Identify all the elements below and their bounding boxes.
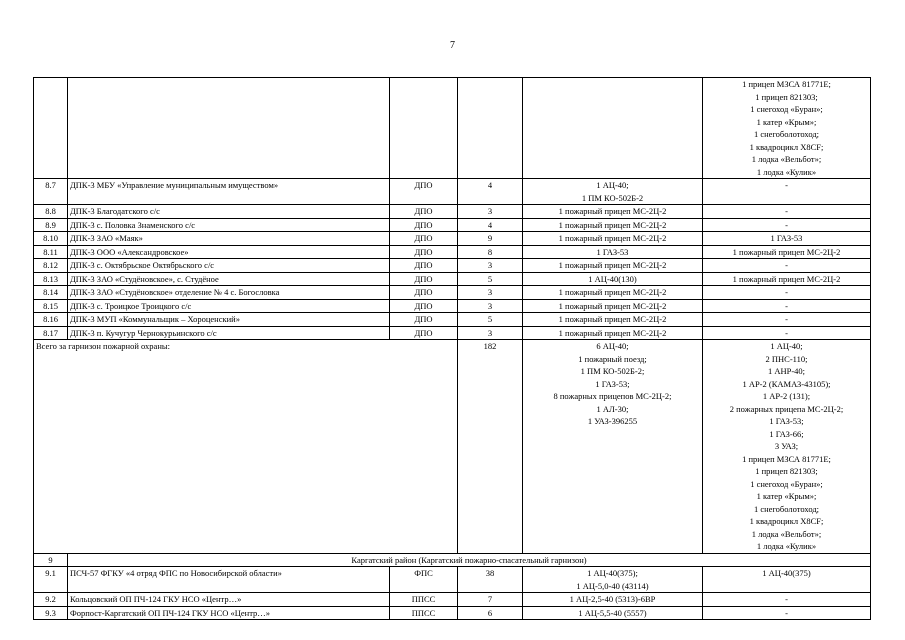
special-equipment xyxy=(703,299,871,313)
unit-type: ППСС xyxy=(390,606,458,620)
unit-name: ДПК-3 с. Троицкое Троицкого с/с xyxy=(68,299,390,313)
table-row xyxy=(34,259,871,273)
total-main-equipment-line: 1 пожарный поезд; xyxy=(578,353,647,364)
unit-type: ДПО xyxy=(390,286,458,300)
special-equipment-line: 1 лодка «Вельбот»; xyxy=(751,154,822,164)
unit-name: ДПК-3 п. Кучугур Чернокурьинского с/с xyxy=(68,326,390,340)
row-number: 9.3 xyxy=(34,606,68,620)
staff-count: 3 xyxy=(458,299,523,313)
main-equipment-line: 1 АЦ-5,0-40 (43114) xyxy=(576,580,649,591)
special-equipment-line: - xyxy=(785,594,788,604)
main-equipment xyxy=(523,606,703,620)
special-equipment xyxy=(703,78,871,179)
table-row xyxy=(34,299,871,313)
table-row xyxy=(34,179,871,205)
special-equipment xyxy=(703,245,871,259)
unit-type: ДПО xyxy=(390,259,458,273)
table-row xyxy=(34,245,871,259)
unit-name: Кольцовский ОП ПЧ-124 ГКУ НСО «Центр…» xyxy=(68,593,390,607)
table-row xyxy=(34,593,871,607)
main-equipment-line: 1 пожарный прицеп МС-2Ц-2 xyxy=(558,233,667,243)
total-special-equipment-line: 1 АЦ-40; xyxy=(770,341,803,351)
unit-type: ДПО xyxy=(390,245,458,259)
special-equipment-line: - xyxy=(785,287,788,297)
staff-count: 3 xyxy=(458,259,523,273)
unit-name: ДПК-3 ЗАО «Маяк» xyxy=(68,232,390,246)
total-label: Всего за гарнизон пожарной охраны: xyxy=(34,340,458,554)
total-special-equipment-line: 1 лодка «Кулик» xyxy=(756,541,817,551)
special-equipment xyxy=(703,593,871,607)
special-equipment-line: 1 лодка «Кулик» xyxy=(756,166,817,177)
staff-count: 8 xyxy=(458,245,523,259)
row-number: 9.1 xyxy=(34,567,68,593)
main-equipment xyxy=(523,259,703,273)
table-row xyxy=(34,286,871,300)
table-row xyxy=(34,232,871,246)
main-equipment xyxy=(523,313,703,327)
total-special-equipment-line: 1 прицеп МЗСА 81771Е; xyxy=(742,453,831,464)
table-row xyxy=(34,567,871,593)
special-equipment-line: - xyxy=(785,607,788,618)
special-equipment xyxy=(703,286,871,300)
main-equipment xyxy=(523,232,703,246)
row-number: 8.16 xyxy=(34,313,68,327)
unit-type: ДПО xyxy=(390,218,458,232)
staff-count: 4 xyxy=(458,179,523,205)
special-equipment xyxy=(703,567,871,593)
total-special-equipment-line: 1 АР-2 (КАМАЗ-43105); xyxy=(742,378,831,389)
main-equipment xyxy=(523,245,703,259)
total-special-equipment-line: 1 АР-2 (131); xyxy=(762,391,811,401)
staff-count: 4 xyxy=(458,218,523,232)
special-equipment-line: - xyxy=(785,180,788,190)
unit-type: ДПО xyxy=(390,179,458,205)
staff-count: 9 xyxy=(458,232,523,246)
row-number: 8.10 xyxy=(34,232,68,246)
table-row xyxy=(34,272,871,286)
special-equipment-line: 1 ГАЗ-53 xyxy=(770,233,803,243)
total-main-equipment-line: 1 ГАЗ-53; xyxy=(595,378,630,389)
staff-count: 38 xyxy=(458,567,523,593)
special-equipment-line: 1 пожарный прицеп МС-2Ц-2 xyxy=(732,273,841,284)
main-equipment xyxy=(523,272,703,286)
staff-count: 6 xyxy=(458,606,523,620)
total-special-equipment-line: 1 АНР-40; xyxy=(767,366,806,376)
unit-name xyxy=(68,78,390,179)
main-equipment xyxy=(523,299,703,313)
main-equipment xyxy=(523,326,703,340)
main-equipment-line: 1 АЦ-40(130) xyxy=(588,273,637,284)
unit-name: ПСЧ-57 ФГКУ «4 отряд ФПС по Новосибирской области» xyxy=(68,567,390,593)
staff-count: 3 xyxy=(458,326,523,340)
special-equipment-line: 1 пожарный прицеп МС-2Ц-2 xyxy=(732,246,841,257)
main-equipment-line: 1 пожарный прицеп МС-2Ц-2 xyxy=(558,327,667,338)
staff-count: 5 xyxy=(458,313,523,327)
unit-name: ДПК-3 ЗАО «Студёновское» отделение № 4 с. Богословка xyxy=(68,286,390,300)
staff-count: 3 xyxy=(458,286,523,300)
staff-count: 3 xyxy=(458,205,523,219)
main-equipment-line: 1 АЦ-40(375); xyxy=(587,568,638,578)
total-main-equipment-line: 6 АЦ-40; xyxy=(596,341,629,351)
special-equipment xyxy=(703,272,871,286)
page-number: 7 xyxy=(450,40,455,51)
main-equipment-line: 1 АЦ-40; xyxy=(596,180,629,190)
main-equipment-line: 1 пожарный прицеп МС-2Ц-2 xyxy=(558,287,667,297)
special-equipment xyxy=(703,218,871,232)
total-special-equipment-line: 1 снегоболотоход; xyxy=(753,503,820,514)
unit-type xyxy=(390,78,458,179)
row-number xyxy=(34,78,68,179)
section-number: 9 xyxy=(34,553,68,567)
total-special-equipment-line: 3 УАЗ; xyxy=(774,441,799,451)
special-equipment xyxy=(703,606,871,620)
main-equipment xyxy=(523,205,703,219)
special-equipment-line: 1 прицеп 821303; xyxy=(755,91,818,102)
main-equipment xyxy=(523,78,703,179)
total-special-equipment-line: 1 снегоход «Буран»; xyxy=(750,478,823,489)
total-count: 182 xyxy=(458,340,523,554)
row-number: 8.15 xyxy=(34,299,68,313)
special-equipment-line: 1 квадроцикл X8CF; xyxy=(749,141,824,152)
main-equipment-line: 1 пожарный прицеп МС-2Ц-2 xyxy=(558,300,667,311)
special-equipment xyxy=(703,313,871,327)
unit-name: ДПК-3 МБУ «Управление муниципальным имуществом» xyxy=(68,179,390,205)
main-equipment-line: 1 пожарный прицеп МС-2Ц-2 xyxy=(558,206,667,216)
special-equipment-line: - xyxy=(785,327,788,338)
table-row xyxy=(34,606,871,620)
special-equipment-line: 1 снегоболотоход; xyxy=(753,129,820,139)
special-equipment xyxy=(703,205,871,219)
special-equipment-line: - xyxy=(785,219,788,230)
unit-name: ДПК-3 с. Половка Знаменского с/с xyxy=(68,218,390,232)
unit-name: ДПК-3 с. Октябрьское Октябрьского с/с xyxy=(68,259,390,273)
staff-count: 7 xyxy=(458,593,523,607)
row-number: 8.7 xyxy=(34,179,68,205)
main-equipment xyxy=(523,286,703,300)
staff-count: 5 xyxy=(458,272,523,286)
main-equipment xyxy=(523,593,703,607)
unit-type: ДПО xyxy=(390,272,458,286)
equipment-table xyxy=(33,77,871,620)
row-number: 8.17 xyxy=(34,326,68,340)
total-row xyxy=(34,340,871,554)
special-equipment xyxy=(703,326,871,340)
main-equipment-line: 1 ПМ КО-502Б-2 xyxy=(581,192,644,203)
total-main-equipment-line: 8 пожарных прицепов МС-2Ц-2; xyxy=(553,391,672,401)
special-equipment-line: - xyxy=(785,206,788,216)
section-header-row xyxy=(34,553,871,567)
total-special-equipment-line: 1 катер «Крым»; xyxy=(756,491,817,501)
total-main-equipment-line: 1 ПМ КО-502Б-2; xyxy=(580,366,645,376)
unit-type: ППСС xyxy=(390,593,458,607)
total-special-equipment-line: 1 лодка «Вельбот»; xyxy=(751,528,822,539)
main-equipment-line: 1 пожарный прицеп МС-2Ц-2 xyxy=(558,314,667,324)
total-special-equipment-line: 2 пожарных прицепа МС-2Ц-2; xyxy=(729,403,844,414)
unit-name: ДПК-3 ЗАО «Студёновское», с. Студёное xyxy=(68,272,390,286)
unit-type: ДПО xyxy=(390,326,458,340)
row-number: 8.11 xyxy=(34,245,68,259)
row-number: 8.12 xyxy=(34,259,68,273)
special-equipment-line: 1 АЦ-40(375) xyxy=(762,568,811,578)
special-equipment-line: 1 катер «Крым»; xyxy=(756,116,817,127)
row-number: 8.13 xyxy=(34,272,68,286)
total-main-equipment-line: 1 УАЗ-396255 xyxy=(587,416,638,426)
total-main-equipment xyxy=(523,340,703,554)
special-equipment-line: 1 снегоход «Буран»; xyxy=(750,104,823,114)
unit-type: ФПС xyxy=(390,567,458,593)
unit-type: ДПО xyxy=(390,205,458,219)
table-row xyxy=(34,78,871,179)
table-row xyxy=(34,205,871,219)
special-equipment xyxy=(703,179,871,205)
special-equipment-line: - xyxy=(785,314,788,324)
special-equipment-line: - xyxy=(785,300,788,311)
special-equipment-line: - xyxy=(785,260,788,270)
table-row xyxy=(34,313,871,327)
unit-name: ДПК-3 Благодатского с/с xyxy=(68,205,390,219)
main-equipment-line: 1 АЦ-2,5-40 (5313)-6ВР xyxy=(569,594,656,604)
total-special-equipment-line: 1 квадроцикл X8CF; xyxy=(749,516,824,526)
main-equipment xyxy=(523,567,703,593)
unit-name: ДПК-3 ООО «Александровское» xyxy=(68,245,390,259)
special-equipment xyxy=(703,232,871,246)
total-special-equipment-line: 2 ПНС-110; xyxy=(765,353,808,364)
special-equipment-line: 1 прицеп МЗСА 81771Е; xyxy=(742,79,831,89)
unit-name: ДПК-3 МУП «Коммунальщик – Хороценский» xyxy=(68,313,390,327)
main-equipment-line: 1 АЦ-5,5-40 (5557) xyxy=(578,607,647,618)
total-main-equipment-line: 1 АЛ-30; xyxy=(596,403,629,414)
unit-name: Форпост-Каргатский ОП ПЧ-124 ГКУ НСО «Центр…» xyxy=(68,606,390,620)
row-number: 9.2 xyxy=(34,593,68,607)
total-special-equipment-line: 1 ГАЗ-53; xyxy=(769,416,804,426)
unit-type: ДПО xyxy=(390,313,458,327)
main-equipment xyxy=(523,179,703,205)
total-special-equipment xyxy=(703,340,871,554)
special-equipment xyxy=(703,259,871,273)
table-row xyxy=(34,326,871,340)
row-number: 8.9 xyxy=(34,218,68,232)
unit-type: ДПО xyxy=(390,299,458,313)
row-number: 8.14 xyxy=(34,286,68,300)
staff-count xyxy=(458,78,523,179)
main-equipment-line: 1 пожарный прицеп МС-2Ц-2 xyxy=(558,219,667,230)
main-equipment xyxy=(523,218,703,232)
section-title: Каргатский район (Каргатский пожарно-спасательный гарнизон) xyxy=(68,553,871,567)
row-number: 8.8 xyxy=(34,205,68,219)
main-equipment-line: 1 ГАЗ-53 xyxy=(596,246,629,257)
table-row xyxy=(34,218,871,232)
total-special-equipment-line: 1 ГАЗ-66; xyxy=(769,428,804,439)
unit-type: ДПО xyxy=(390,232,458,246)
main-equipment-line: 1 пожарный прицеп МС-2Ц-2 xyxy=(558,260,667,270)
total-special-equipment-line: 1 прицеп 821303; xyxy=(755,466,818,476)
